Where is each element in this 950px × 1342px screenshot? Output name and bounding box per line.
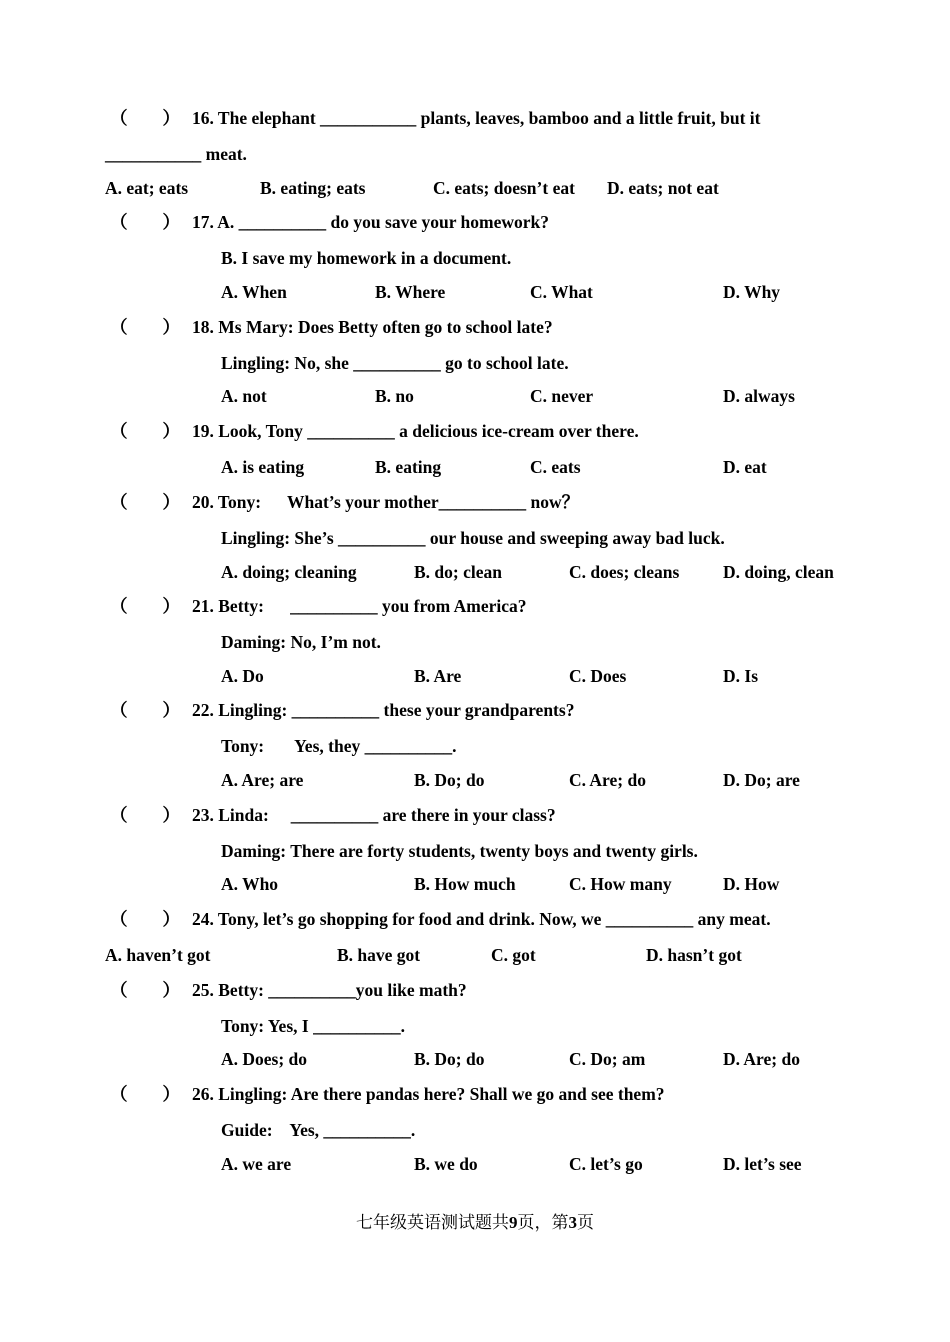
option-c: C. never (530, 386, 594, 406)
option-c: C. Does (569, 666, 627, 686)
answer-paren: （ ） (110, 980, 180, 1000)
option-c: C. Do; am (569, 1049, 646, 1069)
option-d: D. Why (723, 282, 781, 302)
option-a: A. we are (221, 1154, 292, 1174)
question-stem: 22. Lingling: __________ these your grandparents? (192, 700, 575, 720)
option-c: C. eats; doesn’t eat (433, 178, 575, 198)
question-line: Tony: Yes, I __________. (221, 1016, 405, 1036)
option-d: D. doing, clean (723, 562, 834, 582)
option-b: B. Are (414, 666, 462, 686)
question-stem: 20. Tony: What’s your mother__________ now？ (192, 492, 580, 512)
question-stem-continued: ___________ meat. (105, 144, 247, 164)
option-a: A. Do (221, 666, 264, 686)
option-a: A. Who (221, 874, 279, 894)
option-b: B. we do (414, 1154, 478, 1174)
option-a: A. Does; do (221, 1049, 308, 1069)
question-line: Daming: There are forty students, twenty boys and twenty girls. (221, 841, 698, 861)
footer-total-pages: 9 (509, 1213, 518, 1232)
answer-paren: （ ） (110, 909, 180, 929)
footer-page-number: 3 (568, 1213, 577, 1232)
option-b: B. Do; do (414, 1049, 485, 1069)
question-stem: 16. The elephant ___________ plants, leaves, bamboo and a little fruit, but it (192, 108, 761, 128)
option-c: C. What (530, 282, 593, 302)
question-line: Guide: Yes, __________. (221, 1120, 416, 1140)
question-stem: 21. Betty: __________ you from America? (192, 596, 527, 616)
question-line: B. I save my homework in a document. (221, 248, 512, 268)
option-b: B. have got (337, 945, 421, 965)
option-a: A. When (221, 282, 287, 302)
question-line: Daming: No, I’m not. (221, 632, 381, 652)
option-d: D. eats; not eat (607, 178, 719, 198)
answer-paren: （ ） (110, 700, 180, 720)
question-stem: 18. Ms Mary: Does Betty often go to school late? (192, 317, 553, 337)
answer-paren: （ ） (110, 1084, 180, 1104)
question-line: Lingling: No, she __________ go to school late. (221, 353, 569, 373)
option-d: D. Are; do (723, 1049, 800, 1069)
option-c: C. How many (569, 874, 672, 894)
option-d: D. always (723, 386, 795, 406)
answer-paren: （ ） (110, 596, 180, 616)
answer-paren: （ ） (110, 805, 180, 825)
option-c: C. Are; do (569, 770, 646, 790)
option-a: A. Are; are (221, 770, 304, 790)
footer-prefix: 七年级英语测试题共 (356, 1213, 509, 1233)
option-c: C. eats (530, 457, 581, 477)
answer-paren: （ ） (110, 492, 180, 512)
question-stem: 23. Linda: __________ are there in your class? (192, 805, 556, 825)
question-line: Lingling: She’s __________ our house and sweeping away bad luck. (221, 528, 725, 548)
option-c: C. let’s go (569, 1154, 643, 1174)
option-d: D. Is (723, 666, 759, 686)
footer-suffix: 页 (577, 1213, 594, 1233)
option-a: A. not (221, 386, 267, 406)
question-stem: 19. Look, Tony __________ a delicious ice-cream over there. (192, 421, 639, 441)
option-d: D. eat (723, 457, 767, 477)
option-d: D. hasn’t got (646, 945, 742, 965)
footer-middle: 页，第 (517, 1213, 569, 1233)
option-b: B. no (375, 386, 414, 406)
option-d: D. Do; are (723, 770, 800, 790)
option-c: C. does; cleans (569, 562, 680, 582)
option-a: A. doing; cleaning (221, 562, 357, 582)
option-b: B. Where (375, 282, 446, 302)
answer-paren: （ ） (110, 108, 180, 128)
question-stem: 24. Tony, let’s go shopping for food and drink. Now, we __________ any meat. (192, 909, 771, 929)
question-stem: 17. A. __________ do you save your homework? (192, 212, 549, 232)
option-c: C. got (491, 945, 536, 965)
option-b: B. eating; eats (260, 178, 366, 198)
option-b: B. do; clean (414, 562, 502, 582)
option-b: B. How much (414, 874, 516, 894)
option-a: A. haven’t got (105, 945, 211, 965)
question-line: Tony: Yes, they __________. (221, 736, 457, 756)
option-a: A. is eating (221, 457, 305, 477)
option-a: A. eat; eats (105, 178, 189, 198)
answer-paren: （ ） (110, 317, 180, 337)
page-footer (0, 1208, 950, 1233)
option-b: B. eating (375, 457, 442, 477)
question-stem: 26. Lingling: Are there pandas here? Shall we go and see them? (192, 1084, 665, 1104)
option-b: B. Do; do (414, 770, 485, 790)
answer-paren: （ ） (110, 421, 180, 441)
option-d: D. let’s see (723, 1154, 802, 1174)
answer-paren: （ ） (110, 212, 180, 232)
option-d: D. How (723, 874, 780, 894)
question-stem: 25. Betty: __________you like math? (192, 980, 467, 1000)
